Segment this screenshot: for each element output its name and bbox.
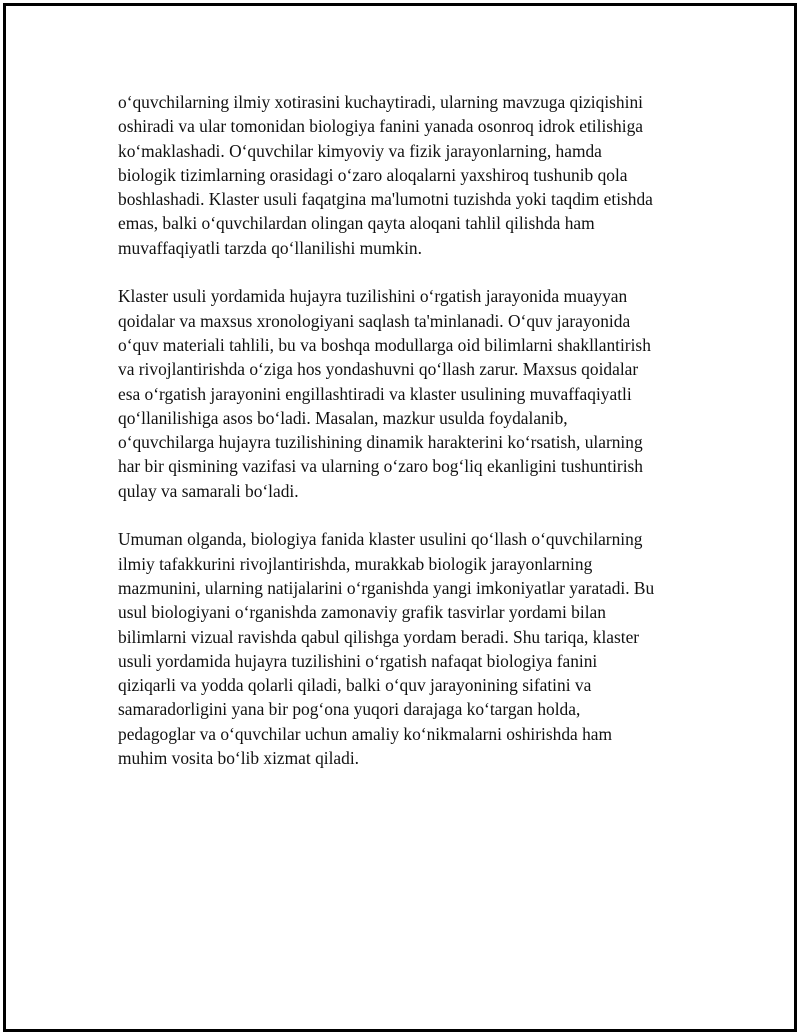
document-body <box>118 90 693 795</box>
text-line: bilimlarni vizual ravishda qabul qilishga yordam beradi. Shu tariqa, klaster <box>118 626 640 647</box>
text-line: emas, balki o‘quvchilardan olingan qayta aloqani tahlil qilishda ham <box>118 213 595 234</box>
text-line: qiziqarli va yodda qolarli qiladi, balki o‘quv jarayonining sifatini va <box>118 675 592 696</box>
text-line: o‘quvchilarning ilmiy xotirasini kuchaytiradi, ularning mavzuga qiziqishini <box>118 92 643 112</box>
text-line: Umuman olganda, biologiya fanida klaster usulini qo‘llash o‘quvchilarning <box>118 529 643 550</box>
text-line: muvaffaqiyatli tarzda qo‘llanilishi mumkin. <box>118 237 422 258</box>
text-line: qulay va samarali bo‘ladi. <box>118 480 299 501</box>
text-line: boshlashadi. Klaster usuli faqatgina ma'lumotni tuzishda yoki taqdim etishda <box>118 189 653 210</box>
text-line: esa o‘rgatish jarayonini engillashtiradi va klaster usulining muvaffaqiyatli <box>118 383 632 404</box>
text-line: muhim vosita bo‘lib xizmat qiladi. <box>118 748 360 769</box>
text-line: usul biologiyani o‘rganishda zamonaviy grafik tasvirlar yordami bilan <box>118 602 606 623</box>
text-line: ko‘maklashadi. O‘quvchilar kimyoviy va fizik jarayonlarning, hamda <box>118 140 602 161</box>
text-line: qo‘llanilishiga asos bo‘ladi. Masalan, mazkur usulda foydalanib, <box>118 407 568 428</box>
text-line: o‘quvchilarga hujayra tuzilishining dinamik harakterini ko‘rsatish, ularning <box>118 432 643 453</box>
text-line: biologik tizimlarning orasidagi o‘zaro aloqalarni yaxshiroq tushunib qola <box>118 164 628 185</box>
text-line: Klaster usuli yordamida hujayra tuzilishini o‘rgatish jarayonida muayyan <box>118 286 628 307</box>
paragraph-1 <box>118 90 693 260</box>
text-line: va rivojlantirishda o‘ziga hos yondashuvni qo‘llash zarur. Maxsus qoidalar <box>118 359 639 380</box>
paragraph-3 <box>118 527 693 770</box>
text-line: samaradorligini yana bir pog‘ona yuqori darajaga ko‘targan holda, <box>118 699 581 720</box>
text-line: oshiradi va ular tomonidan biologiya fanini yanada osonroq idrok etilishiga <box>118 116 643 137</box>
text-line: mazmunini, ularning natijalarini o‘rganishda yangi imkoniyatlar yaratadi. Bu <box>118 577 655 598</box>
paragraph-2 <box>118 284 693 503</box>
text-line: o‘quv materiali tahlili, bu va boshqa modullarga oid bilimlarni shakllantirish <box>118 334 651 355</box>
text-line: ilmiy tafakkurini rivojlantirishda, murakkab biologik jarayonlarning <box>118 553 593 574</box>
text-line: usuli yordamida hujayra tuzilishini o‘rgatish nafaqat biologiya fanini <box>118 650 598 671</box>
text-line: har bir qismining vazifasi va ularning o‘zaro bog‘liq ekanligini tushuntirish <box>118 456 643 477</box>
text-line: qoidalar va maxsus xronologiyani saqlash ta'minlanadi. O‘quv jarayonida <box>118 310 631 331</box>
text-line: pedagoglar va o‘quvchilar uchun amaliy ko‘nikmalarni oshirishda ham <box>118 723 613 744</box>
